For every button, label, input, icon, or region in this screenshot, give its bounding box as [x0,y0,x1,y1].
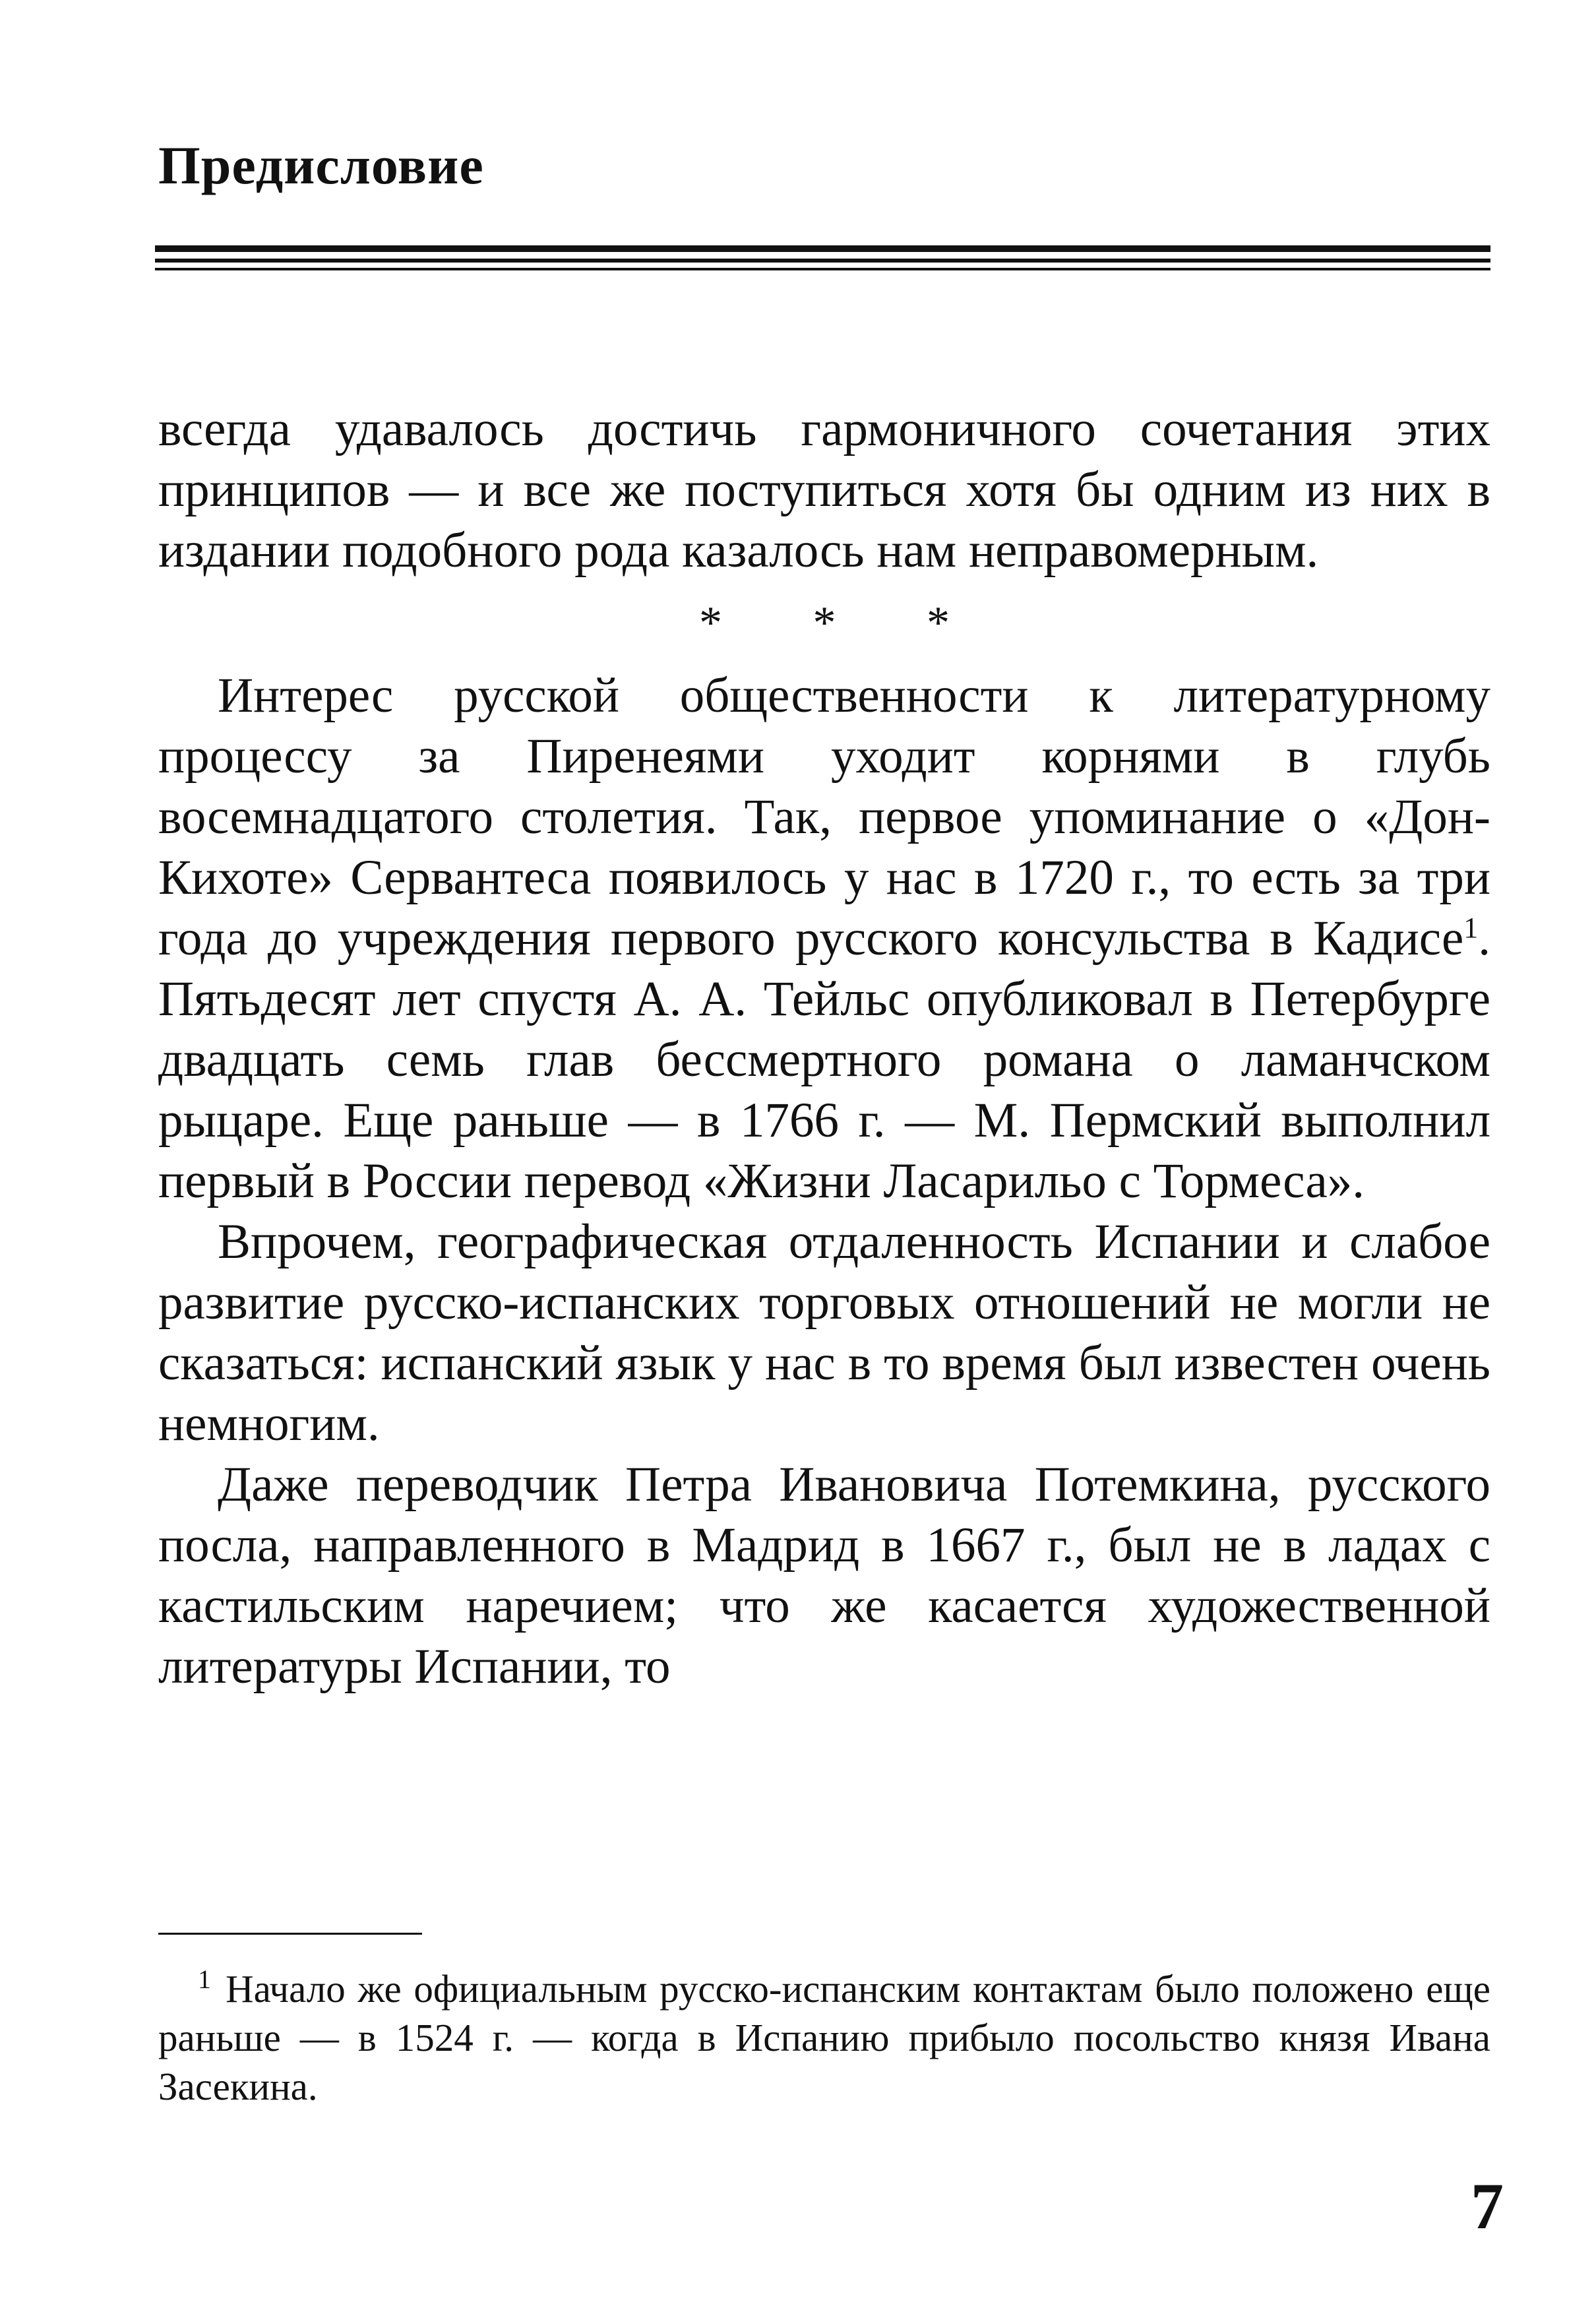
section-separator: * * * [699,598,989,648]
footnote-mark: 1 [198,1964,211,1995]
header-rule-middle [155,259,1490,263]
page-number: 7 [1471,2170,1504,2243]
footnote-divider [158,1933,422,1935]
header-rule-thin [155,268,1490,270]
footnote [158,1964,1490,2111]
main-text [158,399,1490,1697]
paragraph-interest-part-b: . Пятьдесят лет спустя А. А. Тейльс опубликовал в Петербурге двадцать семь глав бессмертного романа о ламанчском рыцаре. Еще раньше — в 1766 г. — М. Пермский выполнил первый в России перевод «Жизни Ласарильо с Тормеса». [158,911,1490,1208]
paragraph-continued: всегда удавалось достичь гармоничного сочетания этих принципов — и все же поступиться хотя бы одним из них в издании подобного рода казалось нам неправомерным. [158,402,1490,578]
paragraph-interest-part-a: Интерес русской общественности к литературному процессу за Пиренеями уходит корнями в глубь восемнадцатого столетия. Так, первое упоминание о «Дон-Кихоте» Сервантеса появилось у нас в 1720 г., то есть за три года до учреждения первого русского консульства в Кадисе [158,668,1490,966]
paragraph-translator: Даже переводчик Петра Ивановича Потемкина, русского посла, направленного в Мадрид в 1667 г., был не в ладах с кастильским наречием; что же касается художественной литературы Испании, то [158,1457,1490,1694]
paragraph-distance: Впрочем, географическая отдаленность Испании и слабое развитие русско-испанских торговых отношений не могли не сказаться: испанский язык у нас в то время был известен очень немногим. [158,1214,1490,1451]
running-head: Предисловие [158,135,484,195]
footnote-reference: 1 [1463,912,1479,944]
paragraph-interest [158,666,1490,1212]
footnote-text: Начало же официальным русско-испанским контактам было положено еще раньше — в 1524 г. — когда в Испанию прибыло посольство князя Ивана Засекина. [158,1967,1490,2108]
header-rule-thick [155,245,1490,252]
